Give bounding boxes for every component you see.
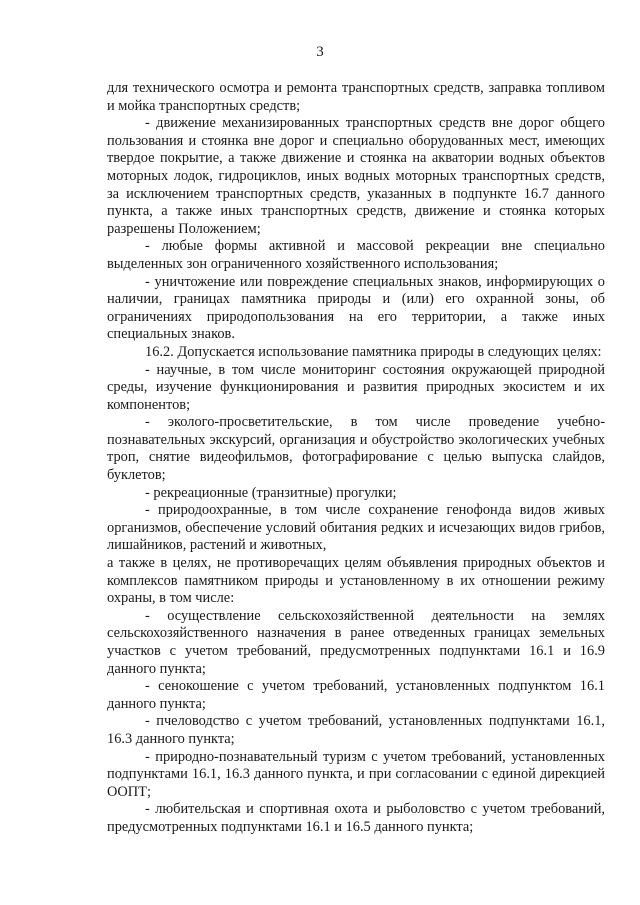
paragraph: - любительская и спортивная охота и рыболовство с учетом требований, предусмотренных подпунктами 16.1 и 16.5 данного пункта; <box>107 801 605 835</box>
paragraph: - осуществление сельскохозяйственной деятельности на землях сельскохозяйственного назначения в ранее отведенных границах земельных участков с учетом требований, предусмотренных подпунктами 16.1 и 16.9 данного пункта; <box>107 607 605 677</box>
paragraph: 16.2. Допускается использование памятника природы в следующих целях: <box>145 343 602 360</box>
paragraph: - движение механизированных транспортных средств вне дорог общего пользования и стоянка вне дорог и специально оборудованных мест, имеющих твердое покрытие, а также движение и стоянка на акватории водных объектов моторных лодок, гидроциклов, иных водных моторных транспортных средств, за исключением транспортных средств, указанных в подпункте 16.7 данного пункта, а также иных транспортных средств, движение и стоянка которых разрешены Положением; <box>107 115 605 237</box>
paragraph: - сенокошение с учетом требований, установленных подпунктом 16.1 данного пункта; <box>107 678 605 712</box>
paragraph: - рекреационные (транзитные) прогулки; <box>145 484 397 501</box>
paragraph: а также в целях, не противоречащих целям объявления природных объектов и комплексов памятником природы и установленному в их отношении режиму охраны, в том числе: <box>107 555 605 607</box>
document-body <box>107 80 605 837</box>
page-number: 3 <box>316 44 324 60</box>
paragraph: - эколого-просветительские, в том числе проведение учебно-познавательных экскурсий, организация и обустройство экологических учебных троп, снятие видеофильмов, фотографирование с целью выпуска слайдов, буклетов; <box>107 414 605 484</box>
paragraph: - пчеловодство с учетом требований, установленных подпунктами 16.1, 16.3 данного пункта; <box>107 713 605 747</box>
paragraph: - любые формы активной и массовой рекреации вне специально выделенных зон ограниченного хозяйственного использования; <box>107 238 605 272</box>
paragraph: - природно-познавательный туризм с учетом требований, установленных подпунктами 16.1, 16.3 данного пункта, и при согласовании с единой дирекцией ООПТ; <box>107 748 605 800</box>
paragraph: - природоохранные, в том числе сохранение генофонда видов живых организмов, обеспечение условий обитания редких и исчезающих видов грибов, лишайников, растений и животных, <box>107 502 605 554</box>
paragraph: - уничтожение или повреждение специальных знаков, информирующих о наличии, границах памятника природы и (или) его охранной зоны, об ограничениях природопользования на его территории, а также иных специальных знаков. <box>107 273 605 343</box>
paragraph: для технического осмотра и ремонта транспортных средств, заправка топливом и мойка транспортных средств; <box>107 80 605 114</box>
paragraph: - научные, в том числе мониторинг состояния окружающей природной среды, изучение функционирования и развития природных экосистем и их компонентов; <box>107 361 605 413</box>
